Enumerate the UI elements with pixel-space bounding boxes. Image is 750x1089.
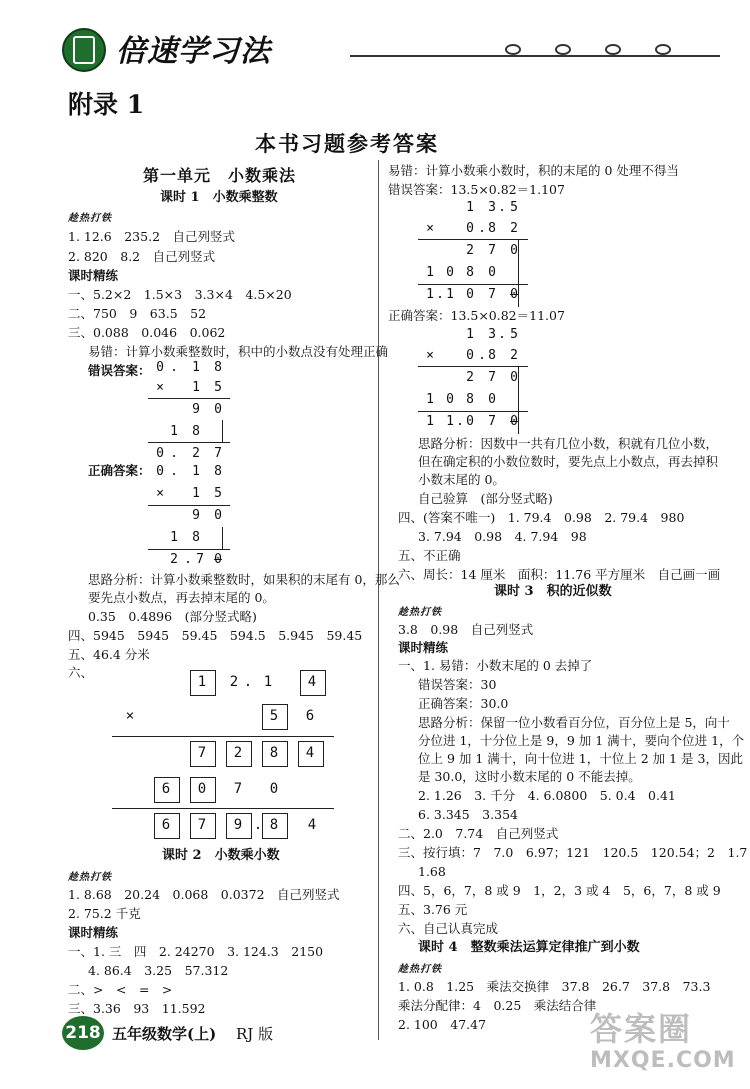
analysis-text: 思路分析：保留一位小数看百分位，百分位上是 5，向十 [418, 715, 730, 730]
answer-line: 1. 8.68 20.24 0.068 0.0372 自己列竖式 [68, 887, 340, 902]
calc-rule [418, 284, 528, 285]
label-wrong-answer: 错误答案： [88, 363, 151, 378]
calc-rule [518, 366, 519, 434]
section-label: 课时精练 [68, 268, 119, 283]
vertical-calculation [150, 360, 240, 470]
answer-line: 五、3.76 元 [398, 902, 468, 917]
analysis-text: 思路分析：计算小数乘整数时，如果积的末尾有 0，那么 [88, 572, 400, 587]
analysis-text: 分位进 1，十分位上是 9，9 加 1 满十，要向个位进 1，个 [418, 733, 745, 748]
calc-rule [222, 527, 223, 549]
calc-row: × 0 . 8 2 [426, 221, 518, 236]
unit-title: 第一单元 小数乘法 [143, 166, 297, 185]
watermark-site: MXQE.COM [590, 1048, 736, 1073]
analysis-text: 是 30.0，这时小数末尾的 0 不能去掉。 [418, 769, 641, 784]
answer-line: 二、2.0 7.74 自己列竖式 [398, 826, 559, 841]
analysis-text: 要先点小数点，再去掉末尾的 0。 [88, 590, 275, 605]
calc-row: × 1 5 [156, 486, 222, 501]
calc-row: 9 0 [192, 508, 222, 523]
calc-row: 1 8 [170, 530, 200, 545]
answer-line: 2. 1.26 3. 千分 4. 6.0800 5. 0.4 0.41 [418, 788, 676, 803]
calc-row: 1 1 . 0 7 0 [426, 414, 518, 429]
lesson-title: 课时 4 整数乘法运算定律推广到小数 [418, 940, 640, 955]
answer-line: 四、5945 5945 59.45 594.5 5.945 59.45 [68, 628, 363, 643]
analysis-text: 位上 9 加 1 满十，向十位进 1，十位上 2 加 1 是 3，因此 [418, 751, 743, 766]
calc-row: 1 . 1 0 7 0 [426, 287, 518, 302]
answer-line: 四、5，6，7，8 或 9 1，2，3 或 4 5，6，7，8 或 9 [398, 883, 721, 898]
calc-row: 1 0 8 0 [426, 265, 496, 280]
wrong-answer: 错误答案：13.5×0.82＝1.107 [388, 182, 565, 197]
calc-row: 1 3 . 5 [466, 327, 518, 342]
answer-line: 五、不正确 [398, 548, 461, 563]
calc-rule [112, 736, 334, 737]
answer-line: 2. 100 47.47 [398, 1017, 487, 1032]
right-answer: 正确答案：30.0 [418, 696, 509, 711]
answer-line: 二、> < = > [68, 982, 173, 997]
vertical-calculation [150, 464, 240, 574]
calc-row: 0 . 1 8 [156, 464, 222, 479]
answer-line: 乘法分配律：4 0.25 乘法结合律 [398, 998, 597, 1013]
right-answer: 正确答案：13.5×0.82＝11.07 [388, 308, 565, 323]
section-label: 课时精练 [398, 640, 449, 655]
analysis-text: 但在确定积的小数位数时，要先点上小数点，再去掉积 [418, 454, 719, 469]
answer-line: 六、周长：14 厘米 面积：11.76 平方厘米 自己画一画 [398, 567, 721, 582]
answer-line: 六、 [68, 665, 94, 680]
calc-row: × 1 5 [156, 380, 222, 395]
answer-line: 三、0.088 0.046 0.062 [68, 325, 226, 340]
vertical-calculation [420, 327, 540, 437]
appendix-heading: 附录 1 [68, 90, 145, 119]
calc-rule [148, 398, 230, 399]
answer-line: 二、750 9 63.5 52 [68, 306, 207, 321]
calc-rule [148, 442, 230, 443]
calc-rule [148, 549, 230, 550]
error-note: 易错：计算小数乘整数时，积中的小数点没有处理正确 [88, 344, 389, 359]
calc-rule [418, 366, 528, 367]
answer-line: 一、1. 三 四 2. 24270 3. 124.3 2150 [68, 944, 324, 959]
calc-rule [148, 505, 230, 506]
watermark [590, 1010, 736, 1074]
calc-row: 2 7 0 [466, 243, 518, 258]
answer-line: 2. 75.2 千克 [68, 906, 141, 921]
calc-row: 1 0 8 0 [426, 392, 496, 407]
column-divider [378, 160, 379, 1040]
label-right-answer: 正确答案： [88, 463, 151, 478]
answer-line: 2. 820 8.2 自己列竖式 [68, 249, 216, 264]
answer-line: 三、3.36 93 11.592 [68, 1001, 206, 1016]
decoration-dot-icon [605, 44, 621, 55]
calc-row: 2 . 7 0 [170, 552, 222, 567]
answer-line: 0.35 0.4896 (部分竖式略) [88, 609, 257, 624]
wrong-answer: 错误答案：30 [418, 677, 497, 692]
answer-line: 一、5.2×2 1.5×3 3.3×4 4.5×20 [68, 287, 292, 302]
calc-rule [222, 420, 223, 442]
calc-row: × 0 . 8 2 [426, 348, 518, 363]
section-label: 趁热打铁 [398, 964, 442, 975]
section-label: 趁热打铁 [398, 607, 442, 618]
answer-line: 自己验算 (部分竖式略) [418, 491, 553, 506]
calc-rule [418, 411, 528, 412]
calc-row: 0 . 2 7 [156, 446, 222, 461]
calc-rule [418, 239, 528, 240]
logo-title: 倍速学习法 [116, 34, 271, 69]
decoration-dot-icon [655, 44, 671, 55]
decoration-dot-icon [505, 44, 521, 55]
section-label: 课时精练 [68, 925, 119, 940]
calc-rule [518, 239, 519, 307]
answer-line: 六、自己认真完成 [398, 921, 499, 936]
answer-line: 3. 7.94 0.98 4. 7.94 98 [418, 529, 587, 544]
answer-line: 1. 0.8 1.25 乘法交换律 37.8 26.7 37.8 73.3 [398, 979, 711, 994]
calc-row: 1 8 [170, 424, 200, 439]
calc-row: 0 . 1 8 [156, 360, 222, 375]
page-title: 本书习题参考答案 [255, 131, 439, 156]
section-label: 趁热打铁 [68, 213, 112, 224]
calc-row: 1 3 . 5 [466, 200, 518, 215]
header-decoration [350, 55, 720, 57]
answer-line: 四、(答案不唯一) 1. 79.4 0.98 2. 79.4 980 [398, 510, 685, 525]
answer-line: 6. 3.345 3.354 [418, 807, 518, 822]
answer-line: 五、46.4 分米 [68, 647, 150, 662]
calc-rule [112, 808, 334, 809]
calc-row: 9 0 [192, 402, 222, 417]
vertical-calculation [420, 200, 540, 310]
answer-line: 1.68 [418, 864, 446, 879]
answer-line: 一、1. 易错：小数末尾的 0 去掉了 [398, 658, 593, 673]
analysis-text: 思路分析：因数中一共有几位小数，积就有几位小数， [418, 436, 719, 451]
watermark-title: 答案圈 [590, 1010, 693, 1048]
book-icon [73, 36, 95, 64]
answer-line: 1. 12.6 235.2 自己列竖式 [68, 229, 236, 244]
lesson-title: 课时 3 积的近似数 [494, 584, 612, 599]
lesson-title: 课时 1 小数乘整数 [160, 190, 278, 205]
answer-line: 3.8 0.98 自己列竖式 [398, 622, 534, 637]
edition-label: RJ 版 [236, 1025, 274, 1043]
lesson-title: 课时 2 小数乘小数 [162, 848, 280, 863]
page-number: 218 [62, 1016, 104, 1050]
section-label: 趁热打铁 [68, 872, 112, 883]
book-title: 五年级数学(上) [112, 1025, 217, 1043]
answer-line: 三、按行填：7 7.0 6.97；121 120.5 120.54；2 1.7 [398, 845, 748, 860]
answer-line: 4. 86.4 3.25 57.312 [88, 963, 229, 978]
analysis-text: 小数末尾的 0。 [418, 472, 505, 487]
calc-row: 2 7 0 [466, 370, 518, 385]
error-note: 易错：计算小数乘小数时，积的末尾的 0 处理不得当 [388, 163, 679, 178]
decoration-dot-icon [555, 44, 571, 55]
